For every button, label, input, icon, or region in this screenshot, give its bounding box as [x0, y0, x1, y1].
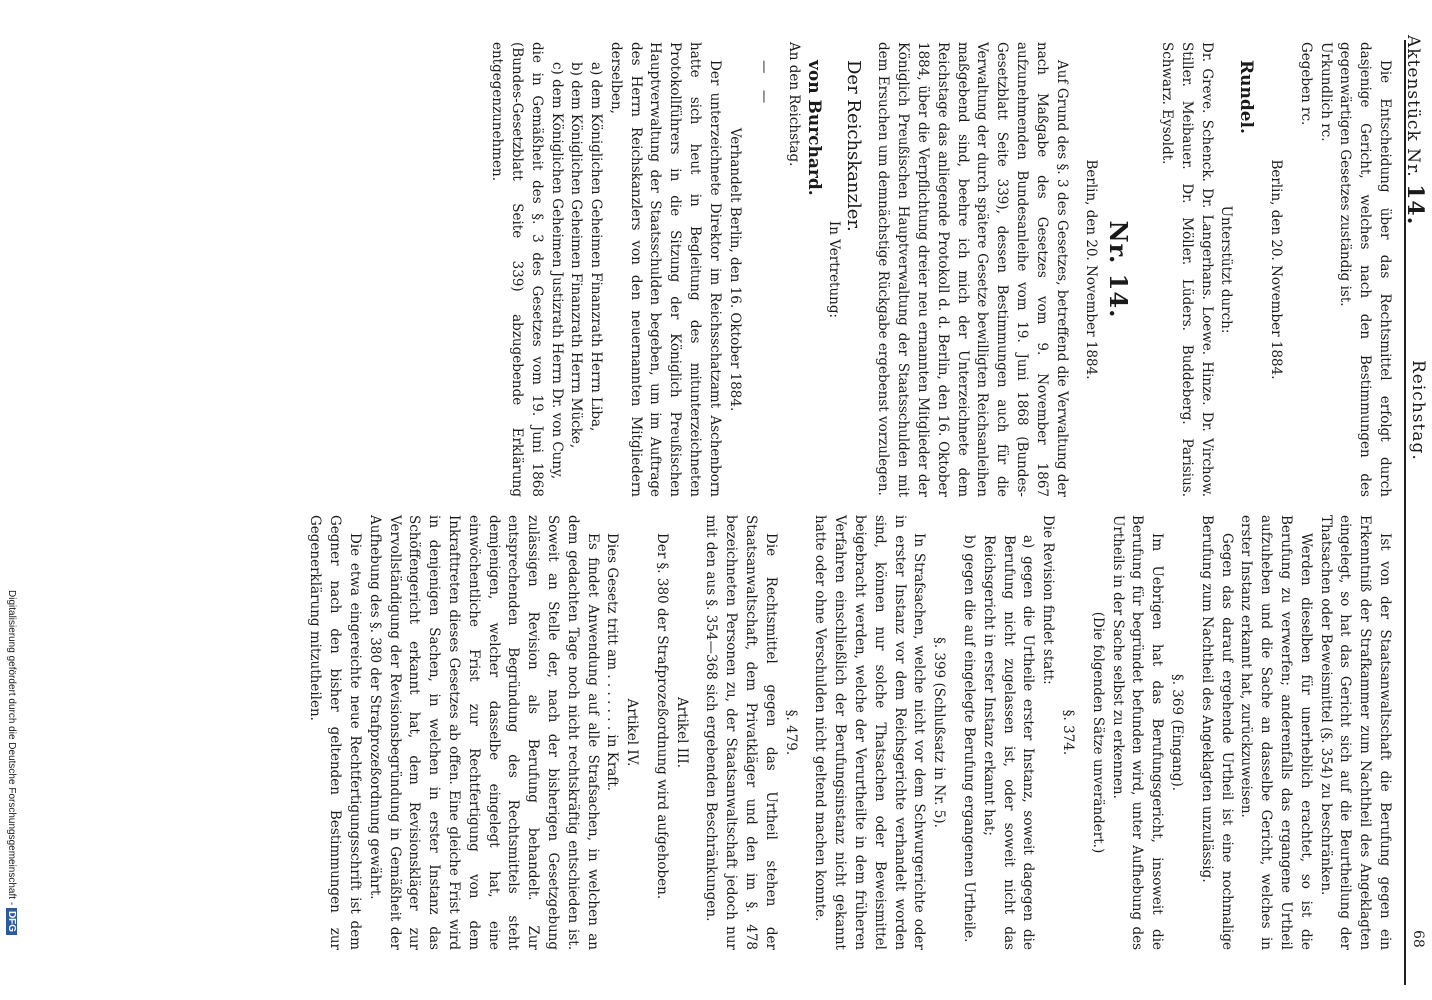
addressee: An den Reichstag. — [786, 42, 803, 167]
left-column — [305, 515, 1394, 950]
header-title: Reichstag. — [1408, 360, 1428, 461]
paragraph: Die Revision findet statt: — [1040, 515, 1057, 685]
deputy-label: In Vertretung: — [825, 220, 842, 319]
dfg-logo: DFG — [6, 908, 17, 935]
chancellor-title: Der Reichskanzler. — [842, 60, 864, 232]
list-item: a) gegen die Urtheile erster Instanz, soweit dagegen die Berufung nicht zugelassen ist, oder soweit nicht das Reichsgericht in erster Instanz erkannt hat; — [980, 535, 1037, 950]
list-item: b) dem Königlichen Geheimen Finanzrath Herrn Mücke, — [568, 62, 585, 449]
list-item: b) gegen die auf eingelegte Berufung ergangenen Urtheile. — [961, 535, 978, 943]
supported-by: Unterstützt durch: — [1218, 205, 1235, 334]
signature: Rundel. — [1236, 60, 1257, 134]
funding-note: Digitalisierung gefördert durch die Deutsche Forschungsgemeinschaft - — [6, 590, 17, 906]
paragraph: die in Gemäßheit des §. 3 des Gesetzes vom 19. Juni 1868 (Bundes-Gesetzblatt Seite 339) abzugebende Erklärung entgegenzunehmen. — [489, 42, 545, 497]
paragraph: Der §. 380 der Strafprozeßordnung wird aufgehoben. — [653, 533, 670, 900]
paragraph: Gegen das darauf ergehende Urtheil ist eine nochmalige Berufung zum Nachtheil des Angeklagten unzulässig. — [1198, 515, 1235, 950]
article-heading: Artikel III. — [673, 696, 690, 768]
formula: Gegeben rc. — [1297, 42, 1314, 126]
paragraph: Im Uebrigen hat das Berufungsgericht, insoweit die Berufung für begründet befunden wird, unter Aufhebung des Urtheils in der Sache selbst zu erkennen. — [1109, 515, 1166, 950]
paragraph: Auf Grund des §. 3 des Gesetzes, betreffend die Verwaltung der nach Maßgabe des Gesetzes vom 9. November 1867 aufzunehmenden Bundesanleihe vom 19. Juni 1868 (Bundes-Gesetzblatt Seite 339), dessen Bestimmungen auch für die Verwaltung der durch spätere Gesetze bewilligten Reichsanleihen maßgebend sind, beehre ich mich der Unterzeichnete dem Reichstage das anliegende Protokoll d. d. Berlin, den 16. Oktober 1884, über die Verpflichtung dreier neu ernannten Mitglieder der Königlich Preußischen Hauptverwaltung der Staatsschulden mit dem Ersuchen um demnächstige Rückgabe ergebenst vorzulegen. — [875, 42, 1070, 497]
header-document-number: 14. — [1402, 184, 1428, 226]
paragraph: Es findet Anwendung auf alle Strafsachen, in welchen an dem gedachten Tage noch nicht rechtskräftig entschieden ist. Soweit an Stelle der, nach der bisherigen Gesetzgebung zulässigen Revision als Berufung behandelt. Zur entsprechenden Begründung des Rechtsmittels steht demjenigen, welcher dasselbe eingelegt hat, eine einwöchentliche Frist zur Rechtfertigung von dem Inkrafttreten dieses Gesetzes ab offen. Eine gleiche Frist wird in denjenigen Sachen, in welchen in erster Instanz das Schöffengericht erkannt hat, dem Revisionskläger zur Vervollständigung der Revisionsbegründung in Gemäßheit der Aufhebung des §. 380 der Strafprozeßordnung gewährt. — [366, 515, 601, 950]
section-heading: §. 479. — [782, 709, 799, 756]
paragraph: Die Rechtsmittel gegen das Urtheil stehen der Staatsanwaltschaft, dem Privatkläger und den im §. 478 bezeichneten Personen zu, der Staatsanwaltschaft jedoch nur mit den aus §. 354—368 sich ergebenden Beschränkungen. — [703, 515, 779, 950]
separator: — — — [756, 60, 773, 110]
paragraph: Der unterzeichnete Direktor im Reichsschatzamt Aschenborn hatte sich heut in Begleitung des mitunterzeichneten Protokollführers in die Sitzung der Königlich Preußischen Hauptverwaltung der Staatsschulden begeben, um im Auftrage des Herrn Reichskanzlers von den neuernannten Mitgliedern derselben, — [607, 42, 723, 497]
supporter-names: Dr. Greve. Schenck. Dr. Langerhans. Loewe. Hinze. Dr. Virchow. Stiller. Meibauer. Dr. Möller. Lüders. Buddeberg. Parisius. Schwarz. Eysoldt. — [1159, 42, 1215, 497]
paragraph: Die Entscheidung über das Rechtsmittel erfolgt durch dasjenige Gericht, welches nach den Bestimmungen des gegenwärtigen Gesetzes zuständig ist. — [1337, 42, 1393, 497]
date-line: Berlin, den 20. November 1884. — [1083, 159, 1100, 380]
section-heading: §. 374. — [1060, 709, 1077, 756]
article-heading: Artikel IV. — [624, 698, 641, 767]
paragraph: Dies Gesetz tritt am . . . . . . . in Kraft. — [604, 533, 621, 792]
list-item: a) dem Königlichen Geheimen Finanzrath Herrn Liba, — [588, 62, 605, 432]
paragraph: Ist von der Staatsanwaltschaft die Berufung gegen ein Erkenntniß der Strafkammer zum Nachtheil des Angeklagten eingelegt, so hat das Gericht sich auf die Beurtheilung der Thatsachen oder Beweismittel (§. 354) zu beschränken. — [1317, 515, 1393, 950]
formula: Urkundlich rc. — [1317, 42, 1334, 142]
document-title: Nr. 14. — [1104, 220, 1134, 319]
section-heading: §. 399 (Schlußsatz in Nr. 5). — [931, 637, 948, 828]
header-document — [1402, 35, 1428, 225]
deputy-signature: von Burchard. — [804, 60, 825, 196]
paragraph: Die etwa eingereichte neue Rechtfertigungsschrift ist dem Gegner nach den bisher geltenden Bestimmungen zur Gegenerklärung mitzutheilen. — [307, 515, 363, 950]
note: (Die folgenden Sätze unverändert.) — [1089, 611, 1106, 854]
list-item: c) dem Königlichen Geheimen Justizrath Herrn Dr. von Cuny, — [548, 62, 565, 480]
right-column — [486, 42, 1394, 497]
paragraph: Werden dieselben für unerheblich erachtet, so ist die Berufung zu verwerfen; anderenfalls das ergangene Urtheil aufzuheben und die Sache an dasselbe Gericht, welches in erster Instanz erkannt hat, zurückzuweisen. — [1238, 515, 1314, 950]
page-number: 68 — [1410, 930, 1426, 948]
section-heading: §. 369 (Eingang). — [1169, 673, 1186, 792]
date-line: Berlin, den 20. November 1884. — [1268, 159, 1285, 380]
protocol-heading: Verhandelt Berlin, den 16. Oktober 1884. — [726, 127, 743, 412]
header-document-label: Aktenstück Nr. — [1403, 35, 1423, 178]
paragraph: In Strafsachen, welche nicht vor dem Schwurgerichte oder in erster Instanz vor dem Reichsgerichte verhandelt worden sind, können nur solche Thatsachen oder Beweismittel beigebracht werden, welche der Verurtheilte in dem früheren Verfahren einschließlich der Berufungsinstanz nicht gekannt hatte oder ohne Verschulden nicht geltend machen konnte. — [812, 515, 928, 950]
